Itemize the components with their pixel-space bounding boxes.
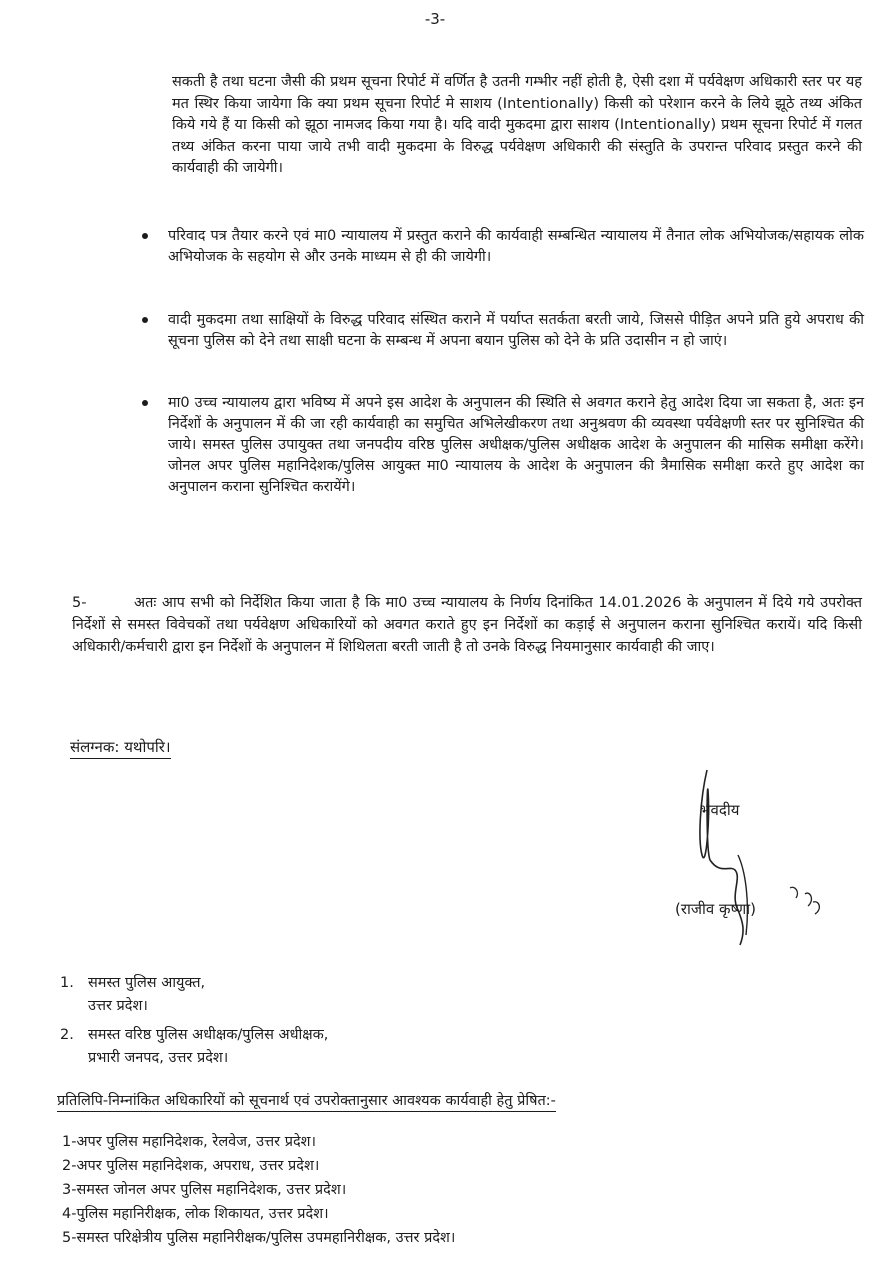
bullet-text: परिवाद पत्र तैयार करने एवं मा0 न्यायालय में प्रस्तुत कराने की कार्यवाही सम्बन्धित न्यायालय में तैनात लोक अभियोजक/सहायक लोक अभियोजक के सहयोग से और उनके माध्यम से ही की जायेगी। [168,228,864,265]
bullet-text: मा0 उच्च न्यायालय द्वारा भविष्य में अपने इस आदेश के अनुपालन की स्थिति से अवगत कराने हेतु आदेश दिया जा सकता है, अतः इन निर्देशों के अनुपालन में की जा रही कार्यवाही का समुचित अभिलेखीकरण तथा अनुश्रवण की व्यवस्था पर्यवेक्षणी स्तर पर सुनिश्चित की जाये। समस्त पुलिस उपायुक्त तथा जनपदीय वरिष्ठ पुलिस अधीक्षक/पुलिस अधीक्षक आदेश के अनुपालन की मासिक समीक्षा करेंगे। जोनल अपर पुलिस महानिदेशक/पुलिस आयुक्त मा0 न्यायालय के आदेश के अनुपालन की त्रैमासिक समीक्षा करते हुए आदेश का अनुपालन कराना सुनिश्चित करायेंगे। [168,395,864,495]
recipient-line: समस्त वरिष्ठ पुलिस अधीक्षक/पुलिस अधीक्षक, [88,1027,329,1043]
closing-salutation: भवदीय [700,801,740,819]
copy-list [62,1130,455,1250]
list-item [60,972,328,1018]
bullet-marker [142,233,148,239]
bullet-text: वादी मुकदमा तथा साक्षियों के विरुद्ध परिवाद संस्थित कराने में पर्याप्त सतर्कता बरती जाये, जिससे पीड़ित अपने प्रति हुये अपराध की सूचना पुलिस को देने तथा साक्षी घटना के सम्बन्ध में अपना बयान पुलिस को देने के प्रति उदासीन न हो जाएं। [168,312,864,349]
list-item: 2-अपर पुलिस महानिदेशक, अपराध, उत्तर प्रदेश। [62,1158,320,1174]
signer-name: (राजीव कृष्णा) [675,900,756,918]
copy-heading: प्रतिलिपि-निम्नांकित अधिकारियों को सूचनार्थ एवं उपरोक्तानुसार आवश्यक कार्यवाही हेतु प्रेषित:- [57,1090,556,1112]
continuation-paragraph: सकती है तथा घटना जैसी की प्रथम सूचना रिपोर्ट में वर्णित है उतनी गम्भीर नहीं होती है, ऐसी दशा में पर्यवेक्षण अधिकारी स्तर पर यह मत स्थिर किया जायेगा कि क्या प्रथम सूचना रिपोर्ट मे साशय (Intentionally) किसी को परेशान करने के लिये झूठे तथ्य अंकित किये गये हैं या किसी को झूठा नामजद किया गया है। यदि वादी मुकदमा द्वारा साशय (Intentionally) प्रथम सूचना रिपोर्ट में गलत तथ्य अंकित करना पाया जाये तभी वादी मुकदमा के विरुद्ध पर्यवेक्षण अधिकारी की संस्तुति के उपरान्त परिवाद प्रस्तुत करने की कार्यवाही की जायेगी। [172,74,862,176]
bullet-marker [142,317,148,323]
page-number: -3- [424,10,446,28]
paragraph-5-text: अतः आप सभी को निर्देशित किया जाता है कि मा0 उच्च न्यायालय के निर्णय दिनांकित 14.01.2026 के अनुपालन में दिये गये उपरोक्त निर्देशों से समस्त विवेचकों तथा पर्यवेक्षण अधिकारियों को अवगत कराते हुए इन निर्देशों का कड़ाई से अनुपालन कराना सुनिश्चित करायें। यदि किसी अधिकारी/कर्मचारी द्वारा इन निर्देशों के अनुपालन में शिथिलता बरती जाती है तो उनके विरुद्ध नियमानुसार कार्यवाही की जाए। [72,595,862,655]
recipients-list [60,972,328,1076]
paragraph-5 [72,592,862,658]
recipient-line: प्रभारी जनपद, उत्तर प्रदेश। [88,1050,229,1066]
recipient-line: उत्तर प्रदेश। [88,998,148,1014]
list-item-number: 1. [60,975,74,991]
list-item: 5-समस्त परिक्षेत्रीय पुलिस महानिरीक्षक/पुलिस उपमहानिरीक्षक, उत्तर प्रदेश। [62,1230,456,1246]
list-item: 4-पुलिस महानिरीक्षक, लोक शिकायत, उत्तर प्रदेश। [62,1206,329,1222]
bullet-item [138,310,864,352]
recipient-line: समस्त पुलिस आयुक्त, [88,975,206,991]
bullet-marker [142,400,148,406]
paragraph-number: 5- [72,595,87,611]
list-item: 3-समस्त जोनल अपर पुलिस महानिदेशक, उत्तर प्रदेश। [62,1182,347,1198]
list-item-number: 2. [60,1027,74,1043]
list-item [60,1024,328,1070]
bullet-item [138,226,864,268]
bullet-item [138,393,864,498]
enclosure-note: संलग्नक: यथोपरि। [70,737,171,759]
handwritten-signature [650,760,840,960]
list-item: 1-अपर पुलिस महानिदेशक, रेलवेज, उत्तर प्रदेश। [62,1134,316,1150]
